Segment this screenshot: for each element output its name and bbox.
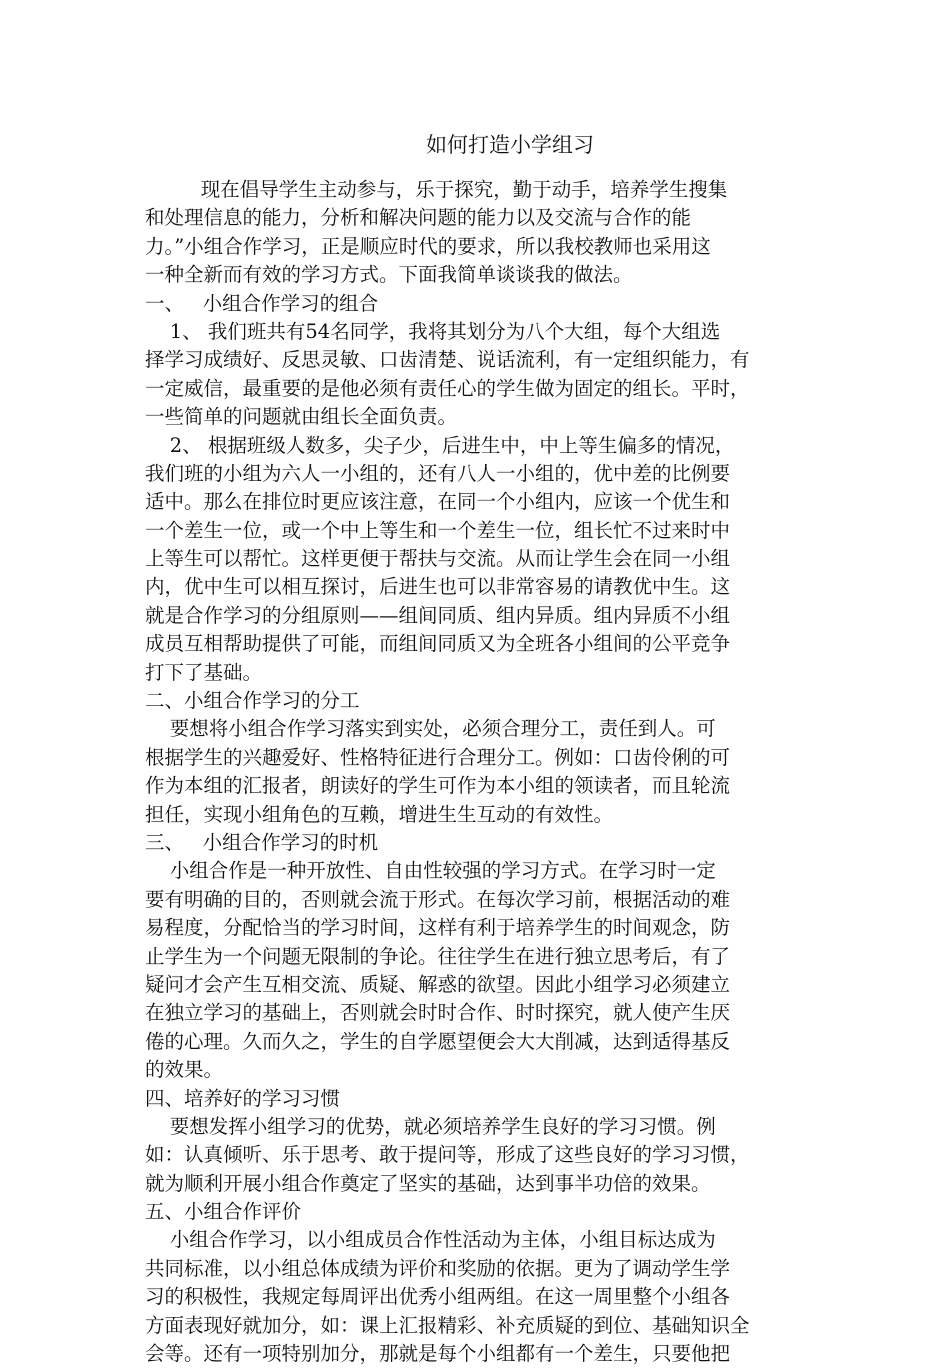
text-line: 疑问才会产生互相交流、质疑、解惑的欲望。因此小组学习必须建立: [145, 972, 731, 996]
text-line: 小组合作学习，以小组成员合作性活动为主体，小组目标达成为: [145, 1228, 716, 1252]
text-line: 作为本组的汇报者，朗读好的学生可作为本小组的领读者，而且轮流: [145, 774, 731, 798]
text-line: 共同标准，以小组总体成绩为评价和奖励的依据。更为了调动学生学: [145, 1256, 731, 1280]
text-line: 会等。还有一项特别加分，那就是每个小组都有一个差生，只要他把: [145, 1342, 731, 1366]
text-line: 适中。那么在排位时更应该注意，在同一个小组内，应该一个优生和: [145, 490, 731, 514]
text-line: 一种全新而有效的学习方式。下面我简单谈谈我的做法。: [145, 263, 633, 287]
text-line: 力。”小组合作学习，正是顺应时代的要求，所以我校教师也采用这: [145, 234, 711, 258]
text-line: 一个差生一位，或一个中上等生和一个差生一位，组长忙不过来时中: [145, 518, 731, 542]
text-line: 习的积极性，我规定每周评出优秀小组两组。在这一周里整个小组各: [145, 1285, 731, 1309]
text-line: 方面表现好就加分，如：课上汇报精彩、补充质疑的到位、基础知识全: [145, 1313, 750, 1337]
text-line: 择学习成绩好、反思灵敏、口齿清楚、说话流利，有一定组织能力，有: [145, 348, 750, 372]
text-line: 打下了基础。: [145, 660, 263, 684]
text-line: 根据学生的兴趣爱好、性格特征进行合理分工。例如：口齿伶俐的可: [145, 745, 731, 769]
text-line: 就是合作学习的分组原则——组间同质、组内异质。组内异质不小组: [145, 603, 731, 627]
text-line: 倦的心理。久而久之，学生的自学愿望便会大大削减，达到适得基反: [145, 1029, 731, 1053]
text-line: 的效果。: [145, 1058, 224, 1082]
text-line: 一定威信，最重要的是他必须有责任心的学生做为固定的组长。平时，: [145, 376, 750, 400]
text-line: 止学生为一个问题无限制的争论。往往学生在进行独立思考后，有了: [145, 944, 731, 968]
text-line: 一些简单的问题就由组长全面负责。: [145, 405, 458, 429]
text-line: 内，优中生可以相互探讨，后进生也可以非常容易的请教优中生。这: [145, 575, 731, 599]
section-heading-2: 二、小组合作学习的分工: [145, 689, 360, 713]
text-line: 1、 我们班共有54名同学，我将其划分为八个大组，每个大组选: [145, 319, 721, 343]
section-heading-1: 一、 小组合作学习的组合: [145, 291, 379, 315]
document-page: [145, 130, 815, 1368]
document-body: [145, 176, 815, 1368]
document-title: 如何打造小学组习: [426, 133, 594, 157]
text-line: 担任，实现小组角色的互赖，增进生生互动的有效性。: [145, 802, 614, 826]
text-line: 在独立学习的基础上，否则就会时时合作、时时探究，就人使产生厌: [145, 1001, 731, 1025]
text-line: 成员互相帮助提供了可能，而组间同质又为全班各小组间的公平竞争: [145, 632, 731, 656]
text-line: 2、 根据班级人数多，尖子少，后进生中，中上等生偏多的情况，: [145, 433, 735, 457]
text-line: 要想将小组合作学习落实到实处，必须合理分工，责任到人。可: [145, 717, 716, 741]
text-line: 要想发挥小组学习的优势，就必须培养学生良好的学习习惯。例: [145, 1114, 716, 1138]
text-line: 就为顺利开展小组合作奠定了坚实的基础，达到事半功倍的效果。: [145, 1171, 711, 1195]
text-line: 和处理信息的能力，分析和解决问题的能力以及交流与合作的能: [145, 206, 692, 230]
text-line: 上等生可以帮忙。这样更便于帮扶与交流。从而让学生会在同一小组: [145, 547, 731, 571]
section-heading-4: 四、培养好的学习习惯: [145, 1086, 341, 1110]
section-heading-5: 五、小组合作评价: [145, 1200, 302, 1224]
text-line: 要有明确的目的，否则就会流于形式。在每次学习前，根据活动的难: [145, 887, 731, 911]
text-line: 如：认真倾听、乐于思考、敢于提问等，形成了这些良好的学习习惯，: [145, 1143, 750, 1167]
text-line: 小组合作是一种开放性、自由性较强的学习方式。在学习时一定: [145, 859, 716, 883]
text-line: 易程度，分配恰当的学习时间，这样有利于培养学生的时间观念，防: [145, 916, 731, 940]
section-heading-3: 三、 小组合作学习的时机: [145, 830, 379, 854]
text-line: 我们班的小组为六人一小组的，还有八人一小组的，优中差的比例要: [145, 461, 731, 485]
text-line: 现在倡导学生主动参与，乐于探究，勤于动手，培养学生搜集: [145, 178, 728, 201]
